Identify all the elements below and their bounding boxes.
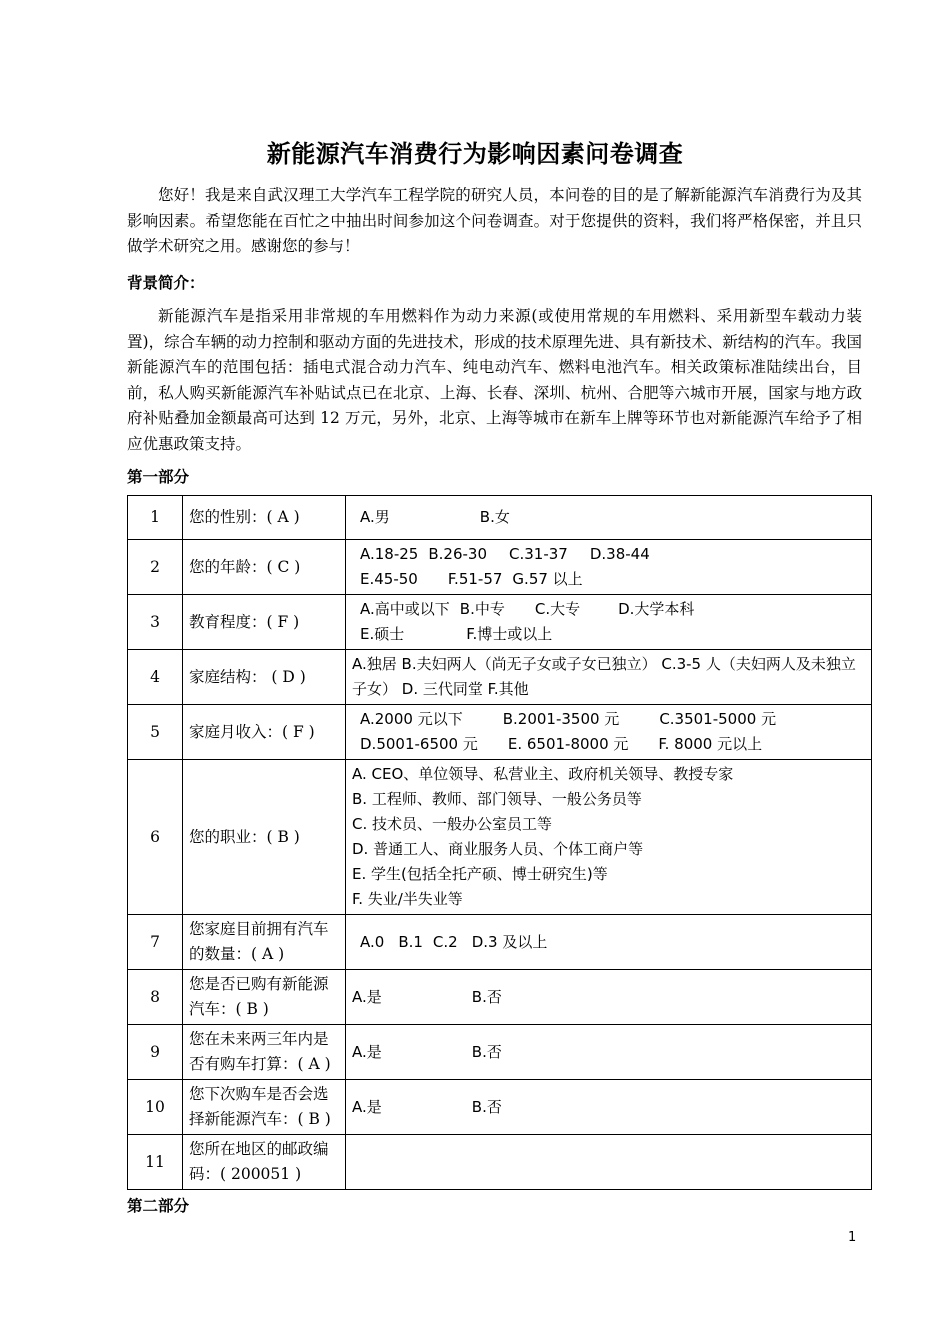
option-choice: C.3501-5000 元	[659, 710, 777, 728]
question-text: 您下次购车是否会选择新能源汽车：( B )	[183, 1080, 346, 1135]
question-text: 家庭结构： ( D )	[183, 650, 346, 705]
option-choice: A.是	[352, 1097, 382, 1116]
option-line	[352, 930, 865, 955]
part-one-heading: 第一部分	[127, 467, 190, 486]
question-text: 您是否已购有新能源汽车：( B )	[183, 970, 346, 1025]
question-text: 您的年龄：( C )	[183, 540, 346, 595]
option-item: A. CEO、单位领导、私营业主、政府机关领导、教授专家	[352, 765, 734, 783]
question-options	[346, 540, 872, 595]
option-line	[352, 707, 865, 732]
option-choice: D.5001-6500 元	[360, 735, 478, 753]
option-choice: A.18-25	[360, 545, 419, 563]
question-options	[346, 650, 872, 705]
question-row	[128, 915, 872, 970]
option-choice: A.高中或以下	[360, 600, 450, 618]
option-item: F. 失业/半失业等	[352, 890, 463, 908]
question-number: 8	[128, 970, 183, 1025]
option-choice: C.大专	[534, 600, 581, 618]
question-number: 9	[128, 1025, 183, 1080]
question-options	[346, 915, 872, 970]
question-row	[128, 970, 872, 1025]
question-options	[346, 1025, 872, 1080]
option-choice: C.31-37	[509, 545, 568, 563]
option-line	[352, 542, 865, 567]
questionnaire-table	[127, 495, 872, 1190]
option-line	[352, 732, 865, 757]
question-options	[346, 970, 872, 1025]
question-row	[128, 496, 872, 540]
question-number: 4	[128, 650, 183, 705]
option-choice: F.博士或以上	[466, 625, 553, 643]
option-line	[352, 597, 865, 622]
question-text: 您的职业：( B )	[183, 760, 346, 915]
option-choice: B.女	[479, 508, 510, 526]
question-options	[346, 595, 872, 650]
question-options	[346, 760, 872, 915]
question-row	[128, 595, 872, 650]
question-number: 6	[128, 760, 183, 915]
page-title: 新能源汽车消费行为影响因素问卷调查	[266, 139, 684, 168]
question-number: 10	[128, 1080, 183, 1135]
option-choice: B.26-30	[428, 545, 488, 563]
option-text: A.独居 B.夫妇两人（尚无子女或子女已独立） C.3-5 人（夫妇两人及未独立子女） D. 三代同堂 F.其他	[352, 655, 856, 698]
question-number: 3	[128, 595, 183, 650]
question-row	[128, 1135, 872, 1190]
option-choice: B.1	[398, 932, 423, 951]
option-choice: D.3 及以上	[471, 932, 548, 951]
background-paragraph: 新能源汽车是指采用非常规的车用燃料作为动力来源(或使用常规的车用燃料、采用新型车载动力装置)，综合车辆的动力控制和驱动方面的先进技术，形成的技术原理先进、具有新技术、新结构的汽车。我国新能源汽车的范围包括：插电式混合动力汽车、纯电动汽车、燃料电池汽车。相关政策标准陆续出台，目前，私人购买新能源汽车补贴试点已在北京、上海、长春、深圳、杭州、合肥等六城市开展，国家与地方政府补贴叠加金额最高可达到 12 万元，另外，北京、上海等城市在新车上牌等环节也对新能源汽车给予了相应优惠政策支持。	[127, 307, 862, 453]
option-item: E. 学生(包括全托产硕、博士研究生)等	[352, 865, 608, 883]
question-options	[346, 705, 872, 760]
question-text: 您所在地区的邮政编码：( 200051 )	[183, 1135, 346, 1190]
option-line	[352, 1095, 865, 1120]
option-choice: B.否	[471, 1097, 502, 1116]
background-heading: 背景简介：	[127, 273, 205, 292]
question-text: 教育程度：( F )	[183, 595, 346, 650]
option-item: C. 技术员、一般办公室员工等	[352, 815, 553, 833]
option-choice: C.2	[432, 932, 458, 951]
part-two-heading: 第二部分	[127, 1196, 190, 1215]
option-choice: F. 8000 元以上	[658, 735, 763, 753]
option-item: D. 普通工人、商业服务人员、个体工商户等	[352, 840, 644, 858]
intro-paragraph: 您好！我是来自武汉理工大学汽车工程学院的研究人员，本问卷的目的是了解新能源汽车消费行为及其影响因素。希望您能在百忙之中抽出时间参加这个问卷调查。对于您提供的资料，我们将严格保密，并且只做学术研究之用。感谢您的参与！	[127, 186, 862, 255]
option-item: B. 工程师、教师、部门领导、一般公务员等	[352, 790, 642, 808]
option-choice: B.否	[471, 1042, 502, 1061]
question-number: 7	[128, 915, 183, 970]
option-line	[352, 1040, 865, 1065]
question-row	[128, 760, 872, 915]
question-options	[346, 496, 872, 540]
question-number: 5	[128, 705, 183, 760]
question-options	[346, 1135, 872, 1190]
question-text: 您的性别：( A )	[183, 496, 346, 540]
option-choice: G.57 以上	[512, 570, 583, 588]
question-number: 2	[128, 540, 183, 595]
question-number: 1	[128, 496, 183, 540]
option-line	[352, 622, 865, 647]
option-choice: E. 6501-8000 元	[507, 735, 629, 753]
option-choice: B.中专	[459, 600, 505, 618]
question-row	[128, 650, 872, 705]
option-line	[352, 567, 865, 592]
question-row	[128, 1025, 872, 1080]
option-choice: A.是	[352, 987, 382, 1006]
option-choice: D.38-44	[589, 545, 650, 563]
option-choice: F.51-57	[447, 570, 503, 588]
option-choice: E.45-50	[360, 570, 418, 588]
question-text: 您家庭目前拥有汽车的数量：( A )	[183, 915, 346, 970]
question-options	[346, 1080, 872, 1135]
option-choice: B.2001-3500 元	[502, 710, 620, 728]
option-choice: A.2000 元以下	[360, 710, 463, 728]
option-choice: E.硕士	[360, 625, 405, 643]
question-number: 11	[128, 1135, 183, 1190]
option-line	[352, 505, 865, 530]
question-text: 家庭月收入：( F )	[183, 705, 346, 760]
option-choice: A.0	[360, 932, 385, 951]
option-line	[352, 985, 865, 1010]
option-choice: A.是	[352, 1042, 382, 1061]
question-row	[128, 540, 872, 595]
question-row	[128, 705, 872, 760]
option-choice: D.大学本科	[618, 600, 695, 618]
question-row	[128, 1080, 872, 1135]
page-number: 1	[848, 1230, 857, 1245]
option-choice: B.否	[471, 987, 502, 1006]
option-choice: A.男	[360, 508, 390, 526]
question-text: 您在未来两三年内是否有购车打算：( A )	[183, 1025, 346, 1080]
